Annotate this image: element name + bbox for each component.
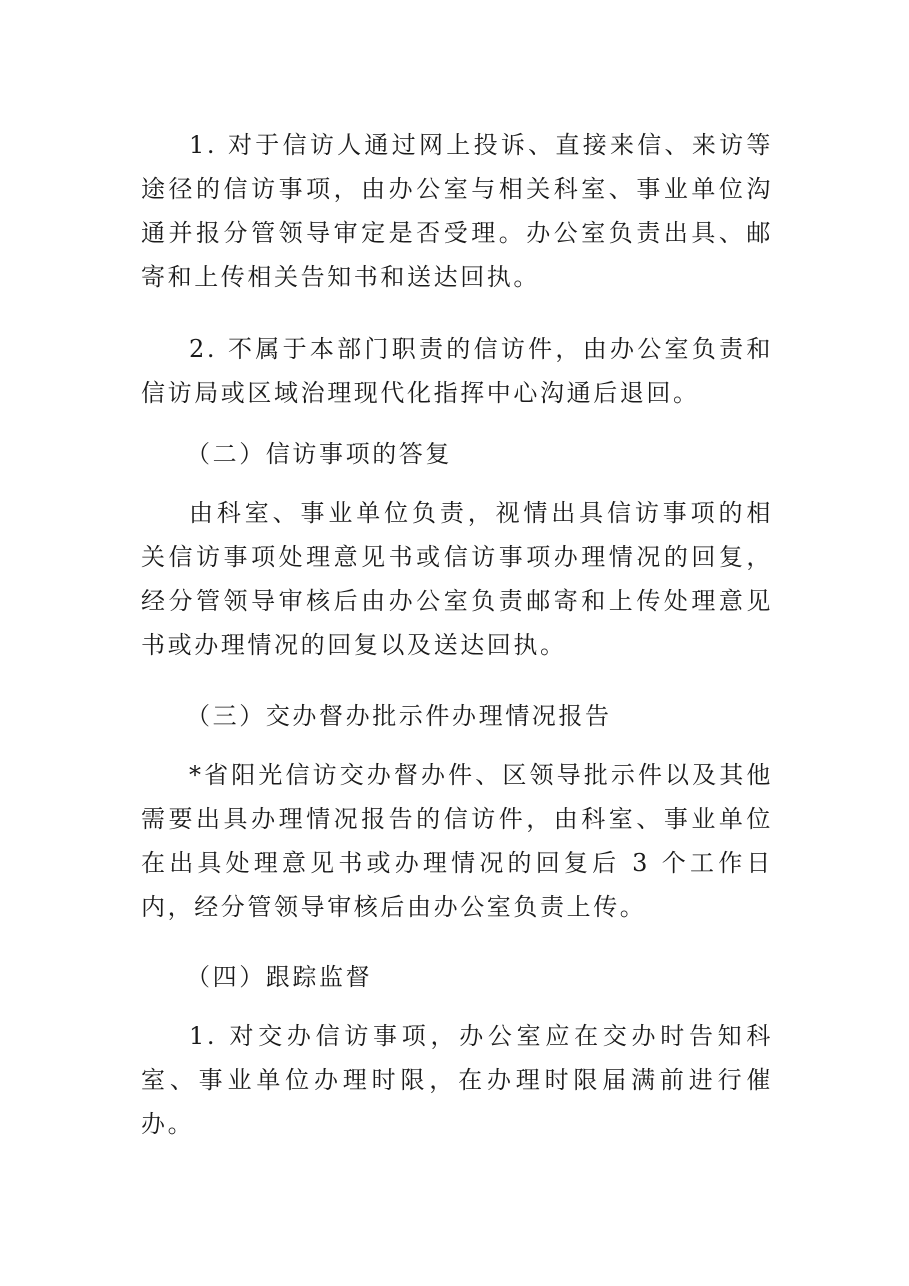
paragraph-supervision: 1. 对交办信访事项，办公室应在交办时告知科室、事业单位办理时限，在办理时限届满前进行催办。 (141, 1022, 773, 1138)
section-heading-supervision: （四）跟踪监督 (186, 963, 373, 991)
section-heading-report: （三）交办督办批示件办理情况报告 (186, 702, 612, 730)
paragraph-acceptance: 1. 对于信访人通过网上投诉、直接来信、来访等途径的信访事项，由办公室与相关科室、事业单位沟通并报分管领导审定是否受理。办公室负责出具、邮寄和上传相关告知书和送达回执。 (141, 131, 773, 291)
paragraph-report: *省阳光信访交办督办件、区领导批示件以及其他需要出具办理情况报告的信访件，由科室、事业单位在出具处理意见书或办理情况的回复后 3 个工作日内，经分管领导审核后由办公室负责上传。 (141, 761, 773, 921)
paragraph-return: 2. 不属于本部门职责的信访件，由办公室负责和信访局或区域治理现代化指挥中心沟通后退回。 (141, 335, 773, 407)
section-heading-reply: （二）信访事项的答复 (186, 440, 452, 468)
paragraph-reply: 由科室、事业单位负责，视情出具信访事项的相关信访事项处理意见书或信访事项办理情况的回复，经分管领导审核后由办公室负责邮寄和上传处理意见书或办理情况的回复以及送达回执。 (141, 499, 773, 659)
